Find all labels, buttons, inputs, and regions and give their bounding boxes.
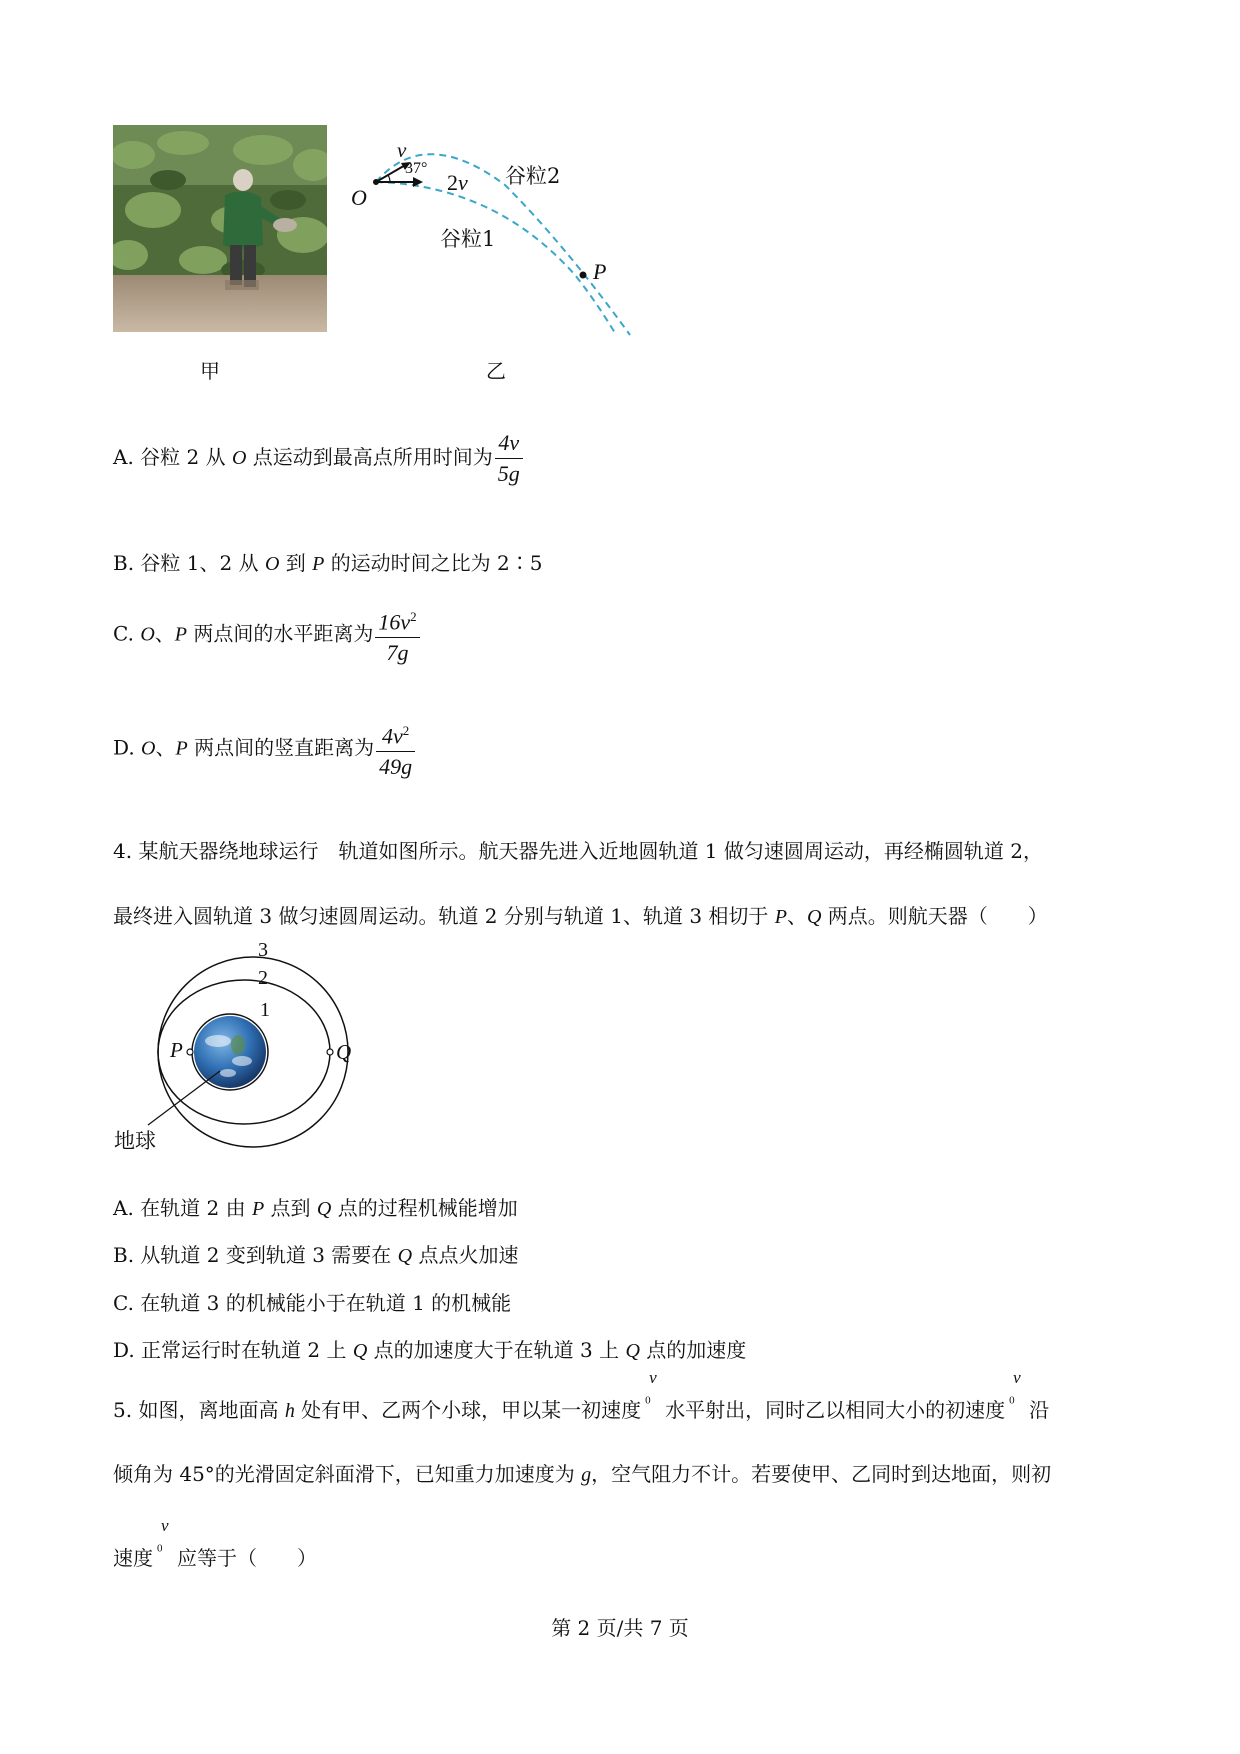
velocity-v-arrow xyxy=(376,164,407,182)
trajectory-diagram xyxy=(345,135,635,340)
velocity-2v-label: 2v xyxy=(447,170,468,195)
point-P-dot xyxy=(580,272,587,279)
q4-option-c: C. 在轨道 3 的机械能小于在轨道 1 的机械能 xyxy=(113,1291,512,1315)
earth-label: 地球 xyxy=(114,1129,156,1153)
q3-option-c: C. O、P 两点间的水平距离为 $\frac{16v^2}{7g}$ xyxy=(113,604,420,666)
q4-stem-line2: 最终进入圆轨道 3 做匀速圆周运动。轨道 2 分别与轨道 1、轨道 3 相切于 P、Q 两点。则航天器（ ） xyxy=(113,904,1048,928)
orbit-diagram xyxy=(110,939,370,1155)
point-O-label: O xyxy=(351,185,367,210)
q4-stem-line1: 4. 某航天器绕地球运行 轨道如图所示。航天器先进入近地圆轨道 1 做匀速圆周运动，再经椭圆轨道 2， xyxy=(113,839,1043,863)
v0-symbol: v $_0$ xyxy=(1009,1368,1021,1407)
grain2-label: 谷粒2 xyxy=(505,164,561,188)
point-P-marker xyxy=(187,1049,193,1055)
fraction-a: $\frac{4v}{5g}$ xyxy=(495,430,523,487)
fraction-d: $\frac{4v^2}{49g}$ xyxy=(376,718,415,780)
q3-option-d: D. O、P 两点间的竖直距离为 $\frac{4v^2}{49g}$ xyxy=(113,718,415,780)
q5-stem-line1: 5. 如图，离地面高 h 处有甲、乙两个小球，甲以某一初速度 v $_0$ 水平射出，同时乙以相同大小的初速度 v $_0$ 沿 xyxy=(113,1368,1050,1422)
orbit-1-label: 1 xyxy=(260,999,270,1021)
orbit-2-label: 2 xyxy=(258,967,268,989)
q4-option-a: A. 在轨道 2 由 P 点到 Q 点的过程机械能增加 xyxy=(113,1196,518,1220)
figure-yi-caption: 乙 xyxy=(486,359,506,383)
point-P-label: P xyxy=(170,1038,183,1062)
q5-stem-line3: 速度 v $_0$ 应等于（ ） xyxy=(113,1516,317,1570)
earth-icon xyxy=(194,1016,266,1088)
farmer-photo xyxy=(113,125,327,332)
v0-symbol: v $_0$ xyxy=(645,1368,657,1407)
grain1-label: 谷粒1 xyxy=(440,227,496,251)
orbit-svg xyxy=(110,945,370,1155)
fraction-c: $\frac{16v^2}{7g}$ xyxy=(375,604,419,666)
q4-option-b: B. 从轨道 2 变到轨道 3 需要在 Q 点点火加速 xyxy=(113,1243,519,1267)
orbit-3-label: 3 xyxy=(258,939,268,961)
q3-option-a: A. 谷粒 2 从 O 点运动到最高点所用时间为 $\frac{4v}{5g}$ xyxy=(113,430,523,487)
velocity-v-label: v xyxy=(397,138,407,162)
figure-jia-caption: 甲 xyxy=(200,359,220,383)
point-Q-label: Q xyxy=(336,1040,352,1064)
page-footer: 第 2 页/共 7 页 xyxy=(551,1616,689,1640)
point-Q-marker xyxy=(327,1049,333,1055)
angle-label: 37° xyxy=(405,160,428,177)
point-O-dot xyxy=(373,179,379,185)
point-P-label: P xyxy=(593,259,607,284)
q3-option-b: B. 谷粒 1、2 从 O 到 P 的运动时间之比为 2∶5 xyxy=(113,551,543,575)
farmer-photo-drawing xyxy=(113,125,327,332)
grain1-trajectory xyxy=(376,182,615,333)
v0-symbol: v $_0$ xyxy=(157,1516,169,1555)
q5-stem-line2: 倾角为 45°的光滑固定斜面滑下，已知重力加速度为 g，空气阻力不计。若要使甲、乙同时到达地面，则初 xyxy=(113,1462,1052,1486)
q4-option-d: D. 正常运行时在轨道 2 上 Q 点的加速度大于在轨道 3 上 Q 点的加速度 xyxy=(113,1338,747,1362)
